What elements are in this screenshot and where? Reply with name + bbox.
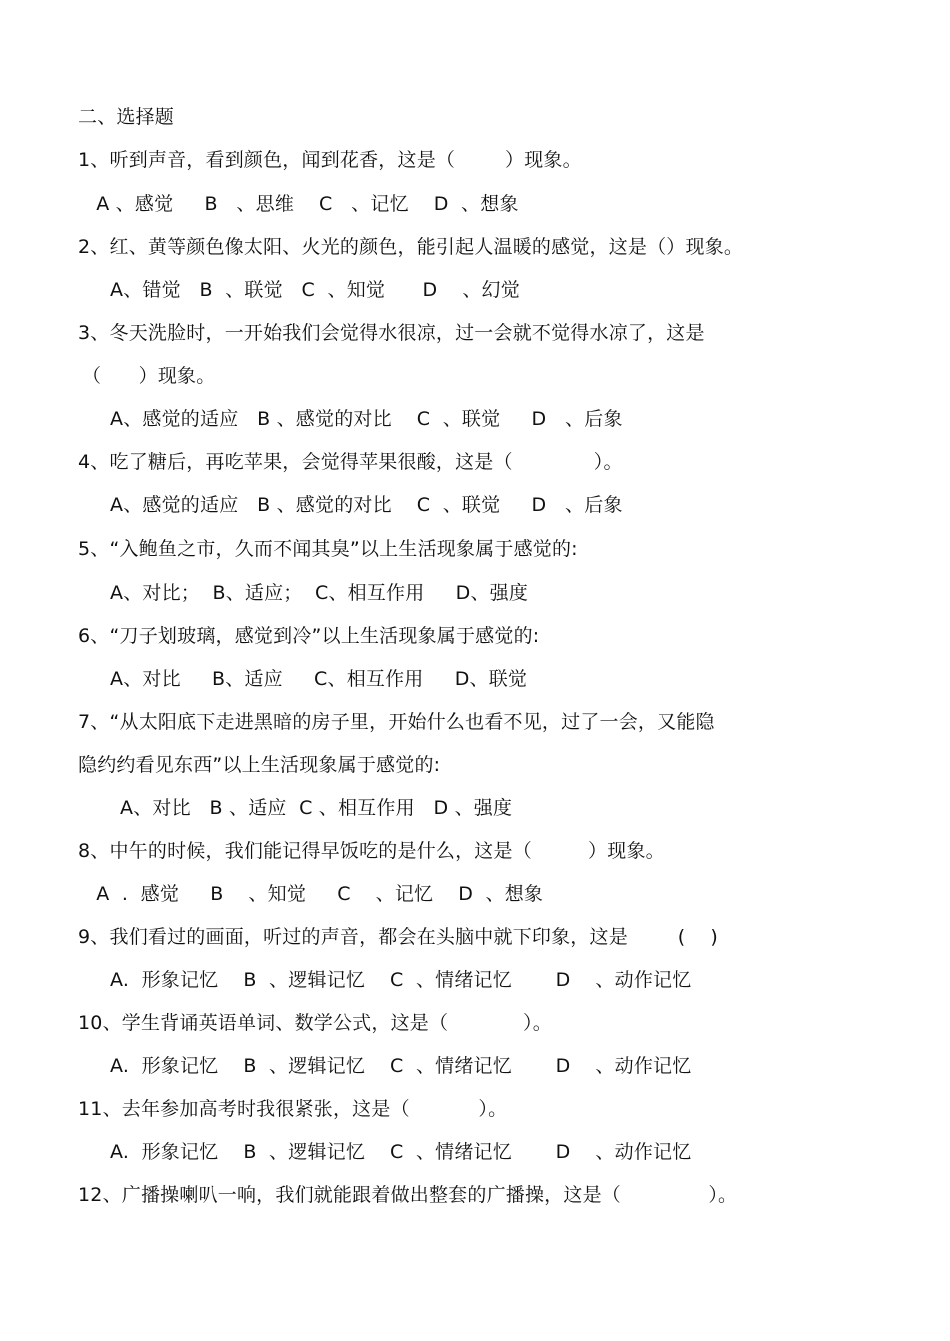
question-12: 12、广播操喇叭一响，我们就能跟着做出整套的广播操，这是（ ）。 bbox=[78, 1184, 738, 1206]
question-2-options: A、错觉 B 、联觉 C 、知觉 D 、幻觉 bbox=[110, 279, 520, 301]
question-6-options: A、对比 B、适应 C、相互作用 D、联觉 bbox=[110, 668, 528, 690]
question-1: 1、听到声音，看到颜色，闻到花香，这是（ ）现象。 bbox=[78, 149, 582, 171]
question-9-options: A. 形象记忆 B 、逻辑记忆 C 、情绪记忆 D 、动作记忆 bbox=[110, 969, 692, 991]
question-4-options: A、感觉的适应 B 、感觉的对比 C 、联觉 D 、后象 bbox=[110, 494, 623, 516]
question-3-options: A、感觉的适应 B 、感觉的对比 C 、联觉 D 、后象 bbox=[110, 408, 623, 430]
question-4: 4、吃了糖后，再吃苹果，会觉得苹果很酸，这是（ ）。 bbox=[78, 451, 623, 473]
question-10: 10、学生背诵英语单词、数学公式，这是（ ）。 bbox=[78, 1012, 552, 1034]
question-9: 9、我们看过的画面，听过的声音，都会在头脑中就下印象，这是 ( ) bbox=[78, 926, 718, 948]
question-8-options: A . 感觉 B 、知觉 C 、记忆 D 、想象 bbox=[90, 883, 544, 905]
question-5: 5、“入鲍鱼之市，久而不闻其臭”以上生活现象属于感觉的: bbox=[78, 538, 578, 560]
section-title: 二、选择题 bbox=[78, 106, 175, 128]
question-7-options: A、对比 B 、适应 C 、相互作用 D 、强度 bbox=[120, 797, 513, 819]
question-11: 11、去年参加高考时我很紧张，这是（ ）。 bbox=[78, 1098, 508, 1120]
question-5-options: A、对比； B、适应； C、相互作用 D、强度 bbox=[110, 582, 529, 604]
question-7-line-1: 7、“从太阳底下走进黑暗的房子里，开始什么也看不见，过了一会，又能隐 bbox=[78, 711, 715, 733]
question-8: 8、中午的时候，我们能记得早饭吃的是什么，这是（ ）现象。 bbox=[78, 840, 665, 862]
question-3-line-1: 3、冬天洗脸时，一开始我们会觉得水很凉，过一会就不觉得水凉了，这是 bbox=[78, 322, 705, 344]
question-10-options: A. 形象记忆 B 、逻辑记忆 C 、情绪记忆 D 、动作记忆 bbox=[110, 1055, 692, 1077]
question-11-options: A. 形象记忆 B 、逻辑记忆 C 、情绪记忆 D 、动作记忆 bbox=[110, 1141, 692, 1163]
question-3-line-2: （ ）现象。 bbox=[82, 365, 216, 387]
question-6: 6、“刀子划玻璃，感觉到冷”以上生活现象属于感觉的: bbox=[78, 625, 540, 647]
question-2: 2、红、黄等颜色像太阳、火光的颜色，能引起人温暖的感觉，这是（）现象。 bbox=[78, 236, 744, 258]
question-1-options: A 、感觉 B 、思维 C 、记忆 D 、想象 bbox=[90, 193, 519, 215]
question-7-line-2: 隐约约看见东西”以上生活现象属于感觉的: bbox=[78, 754, 441, 776]
